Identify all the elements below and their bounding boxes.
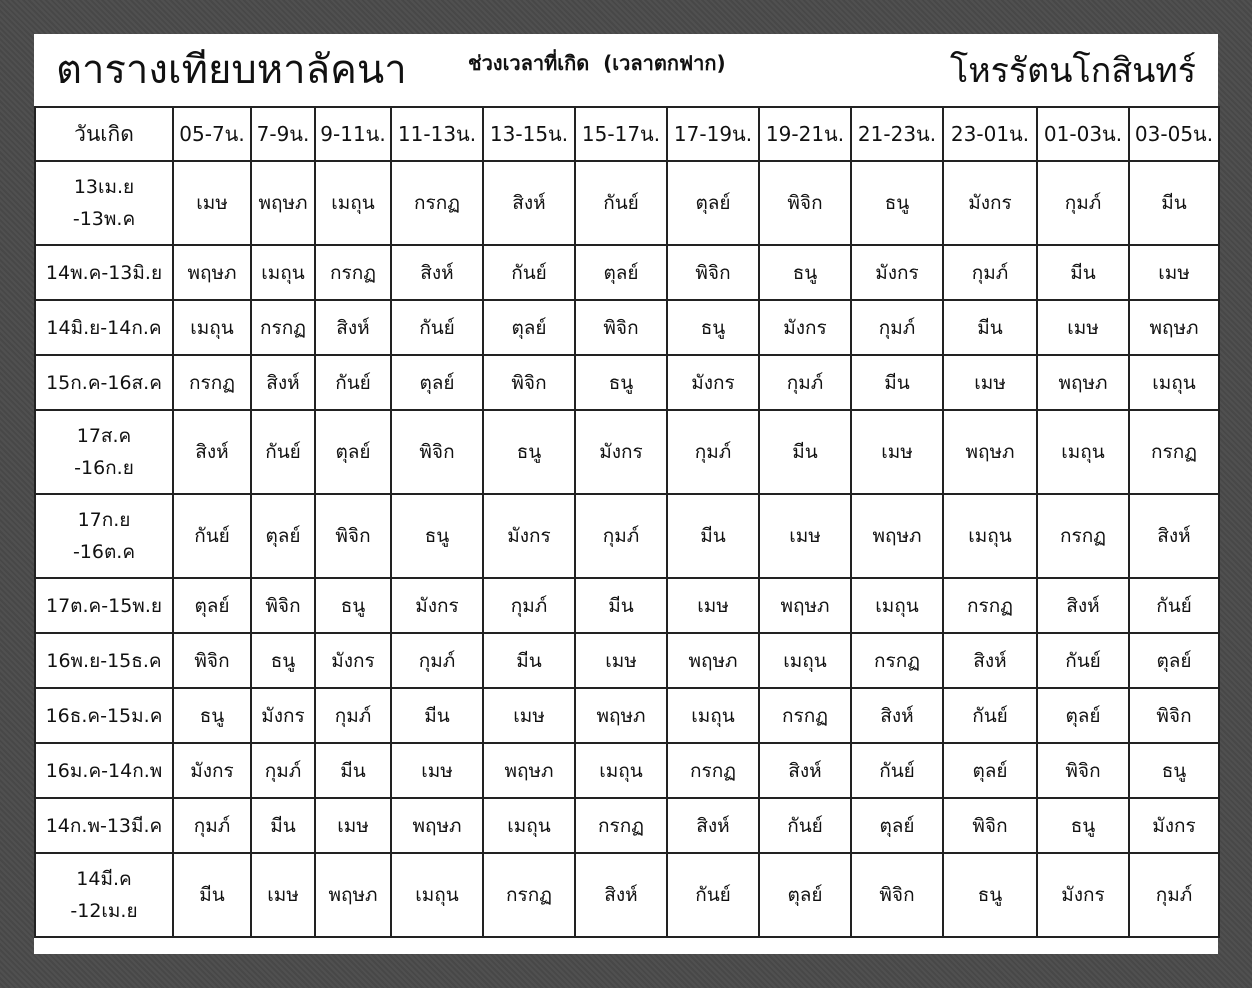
zodiac-sign-cell: เมถุน xyxy=(1037,410,1129,494)
zodiac-sign-cell: กันย์ xyxy=(667,853,759,937)
zodiac-sign-cell: พฤษภ xyxy=(943,410,1037,494)
zodiac-sign-cell: มีน xyxy=(483,633,575,688)
zodiac-sign-cell: พิจิก xyxy=(1037,743,1129,798)
zodiac-sign-cell: พิจิก xyxy=(851,853,943,937)
zodiac-sign-cell: สิงห์ xyxy=(173,410,251,494)
birthdate-range-cell xyxy=(35,245,173,300)
birthdate-range-end: -13พ.ค xyxy=(72,208,136,230)
zodiac-sign-cell: กุมภ์ xyxy=(173,798,251,853)
time-slot-header: 19-21น. xyxy=(759,107,851,161)
birthdate-range-end: -16ต.ค xyxy=(72,541,136,563)
birthdate-range-cell xyxy=(35,355,173,410)
time-slot-header: 17-19น. xyxy=(667,107,759,161)
zodiac-sign-cell: กุมภ์ xyxy=(251,743,315,798)
zodiac-sign-cell: กันย์ xyxy=(1037,633,1129,688)
birthdate-range-start: 14มี.ค xyxy=(76,868,132,890)
zodiac-sign-cell: ธนู xyxy=(851,161,943,245)
zodiac-sign-cell: กุมภ์ xyxy=(943,245,1037,300)
zodiac-sign-cell: มังกร xyxy=(1037,853,1129,937)
zodiac-sign-cell: สิงห์ xyxy=(575,853,667,937)
table-row xyxy=(35,355,1219,410)
zodiac-sign-cell: เมถุน xyxy=(251,245,315,300)
zodiac-sign-cell: มีน xyxy=(943,300,1037,355)
zodiac-sign-cell: กรกฏ xyxy=(391,161,483,245)
zodiac-sign-cell: เมษ xyxy=(483,688,575,743)
table-row xyxy=(35,798,1219,853)
zodiac-sign-cell: มีน xyxy=(851,355,943,410)
zodiac-sign-cell: พิจิก xyxy=(315,494,391,578)
table-row xyxy=(35,300,1219,355)
birthdate-range-end: -16ก.ย xyxy=(74,457,134,479)
zodiac-sign-cell: สิงห์ xyxy=(667,798,759,853)
zodiac-sign-cell: พฤษภ xyxy=(483,743,575,798)
zodiac-sign-cell: ตุลย์ xyxy=(943,743,1037,798)
table-row xyxy=(35,743,1219,798)
zodiac-sign-cell: เมษ xyxy=(1129,245,1219,300)
time-slot-header: 15-17น. xyxy=(575,107,667,161)
table-row xyxy=(35,245,1219,300)
birthdate-range-cell xyxy=(35,578,173,633)
zodiac-sign-cell: เมถุน xyxy=(483,798,575,853)
birthdate-range-start: 16ม.ค-14ก.พ xyxy=(45,759,163,782)
page-subtitle: ช่วงเวลาที่เกิด (เวลาตกฟาก) xyxy=(468,51,726,75)
zodiac-sign-cell: กุมภ์ xyxy=(575,494,667,578)
header-row xyxy=(35,107,1219,161)
zodiac-sign-cell: พฤษภ xyxy=(1129,300,1219,355)
table-row xyxy=(35,633,1219,688)
zodiac-sign-cell: กรกฏ xyxy=(943,578,1037,633)
zodiac-sign-cell: มังกร xyxy=(667,355,759,410)
birthdate-range-start: 14พ.ค-13มิ.ย xyxy=(45,261,163,284)
zodiac-sign-cell: กันย์ xyxy=(1129,578,1219,633)
zodiac-sign-cell: เมษ xyxy=(851,410,943,494)
time-slot-header: 7-9น. xyxy=(251,107,315,161)
zodiac-sign-cell: ตุลย์ xyxy=(391,355,483,410)
zodiac-sign-cell: สิงห์ xyxy=(1129,494,1219,578)
zodiac-sign-cell: กรกฏ xyxy=(851,633,943,688)
zodiac-sign-cell: เมถุน xyxy=(667,688,759,743)
birthdate-range-cell xyxy=(35,633,173,688)
time-slot-header: 01-03น. xyxy=(1037,107,1129,161)
table-row xyxy=(35,410,1219,494)
birthdate-range-end: -12เม.ย xyxy=(70,900,138,922)
brand-name: โหรรัตนโกสินทร์ xyxy=(949,51,1196,91)
birthdate-range-start: 14มิ.ย-14ก.ค xyxy=(46,316,162,339)
birthdate-range-cell xyxy=(35,798,173,853)
zodiac-sign-cell: มังกร xyxy=(251,688,315,743)
zodiac-sign-cell: ตุลย์ xyxy=(1129,633,1219,688)
zodiac-sign-cell: กุมภ์ xyxy=(315,688,391,743)
lagna-table xyxy=(34,106,1220,938)
zodiac-sign-cell: ตุลย์ xyxy=(575,245,667,300)
zodiac-sign-cell: เมถุน xyxy=(1129,355,1219,410)
birthdate-range-start: 17ต.ค-15พ.ย xyxy=(46,594,162,617)
zodiac-sign-cell: พฤษภ xyxy=(173,245,251,300)
zodiac-sign-cell: ธนู xyxy=(251,633,315,688)
zodiac-sign-cell: มีน xyxy=(1037,245,1129,300)
zodiac-sign-cell: เมถุน xyxy=(315,161,391,245)
table-row xyxy=(35,688,1219,743)
zodiac-sign-cell: กรกฏ xyxy=(251,300,315,355)
birthdate-range-start: 13เม.ย xyxy=(73,176,135,198)
zodiac-sign-cell: เมษ xyxy=(943,355,1037,410)
zodiac-sign-cell: เมถุน xyxy=(943,494,1037,578)
zodiac-sign-cell: กรกฏ xyxy=(575,798,667,853)
lagna-chart-sheet xyxy=(34,34,1218,954)
table-row xyxy=(35,161,1219,245)
zodiac-sign-cell: ตุลย์ xyxy=(173,578,251,633)
zodiac-sign-cell: พฤษภ xyxy=(251,161,315,245)
table-row xyxy=(35,494,1219,578)
zodiac-sign-cell: กรกฏ xyxy=(315,245,391,300)
zodiac-sign-cell: กันย์ xyxy=(483,245,575,300)
zodiac-sign-cell: กันย์ xyxy=(943,688,1037,743)
zodiac-sign-cell: กันย์ xyxy=(251,410,315,494)
birthdate-range-cell xyxy=(35,743,173,798)
zodiac-sign-cell: กรกฏ xyxy=(483,853,575,937)
zodiac-sign-cell: ธนู xyxy=(315,578,391,633)
time-slot-header: 23-01น. xyxy=(943,107,1037,161)
zodiac-sign-cell: พิจิก xyxy=(575,300,667,355)
zodiac-sign-cell: สิงห์ xyxy=(943,633,1037,688)
zodiac-sign-cell: ธนู xyxy=(575,355,667,410)
birthdate-range-cell xyxy=(35,300,173,355)
birthdate-range-cell xyxy=(35,161,173,245)
zodiac-sign-cell: สิงห์ xyxy=(759,743,851,798)
chart-header xyxy=(34,34,1218,106)
zodiac-sign-cell: พฤษภ xyxy=(315,853,391,937)
zodiac-sign-cell: กันย์ xyxy=(575,161,667,245)
zodiac-sign-cell: ธนู xyxy=(943,853,1037,937)
zodiac-sign-cell: มีน xyxy=(315,743,391,798)
zodiac-sign-cell: เมษ xyxy=(173,161,251,245)
zodiac-sign-cell: พิจิก xyxy=(1129,688,1219,743)
zodiac-sign-cell: สิงห์ xyxy=(251,355,315,410)
birthdate-range-start: 15ก.ค-16ส.ค xyxy=(46,371,162,394)
zodiac-sign-cell: มีน xyxy=(173,853,251,937)
zodiac-sign-cell: ธนู xyxy=(1037,798,1129,853)
zodiac-sign-cell: ตุลย์ xyxy=(851,798,943,853)
page-title: ตารางเทียบหาลัคนา xyxy=(56,47,407,93)
zodiac-sign-cell: มังกร xyxy=(943,161,1037,245)
birthdate-range-cell xyxy=(35,410,173,494)
zodiac-sign-cell: เมษ xyxy=(759,494,851,578)
time-slot-header: 21-23น. xyxy=(851,107,943,161)
zodiac-sign-cell: มีน xyxy=(1129,161,1219,245)
zodiac-sign-cell: เมถุน xyxy=(575,743,667,798)
zodiac-sign-cell: เมษ xyxy=(391,743,483,798)
zodiac-sign-cell: กุมภ์ xyxy=(851,300,943,355)
zodiac-sign-cell: กุมภ์ xyxy=(391,633,483,688)
zodiac-sign-cell: มังกร xyxy=(575,410,667,494)
zodiac-sign-cell: ตุลย์ xyxy=(667,161,759,245)
zodiac-sign-cell: ตุลย์ xyxy=(759,853,851,937)
zodiac-sign-cell: พฤษภ xyxy=(1037,355,1129,410)
zodiac-sign-cell: สิงห์ xyxy=(1037,578,1129,633)
zodiac-sign-cell: สิงห์ xyxy=(315,300,391,355)
zodiac-sign-cell: กรกฏ xyxy=(667,743,759,798)
birthdate-range-start: 16ธ.ค-15ม.ค xyxy=(45,704,163,727)
zodiac-sign-cell: มีน xyxy=(391,688,483,743)
zodiac-sign-cell: พิจิก xyxy=(759,161,851,245)
zodiac-sign-cell: ตุลย์ xyxy=(315,410,391,494)
zodiac-sign-cell: กรกฏ xyxy=(173,355,251,410)
zodiac-sign-cell: พฤษภ xyxy=(391,798,483,853)
zodiac-sign-cell: กันย์ xyxy=(391,300,483,355)
time-slot-header: 13-15น. xyxy=(483,107,575,161)
zodiac-sign-cell: เมถุน xyxy=(173,300,251,355)
time-slot-header: 03-05น. xyxy=(1129,107,1219,161)
zodiac-sign-cell: พฤษภ xyxy=(759,578,851,633)
zodiac-sign-cell: กุมภ์ xyxy=(667,410,759,494)
zodiac-sign-cell: กุมภ์ xyxy=(1037,161,1129,245)
table-row xyxy=(35,853,1219,937)
table-row xyxy=(35,578,1219,633)
zodiac-sign-cell: มีน xyxy=(575,578,667,633)
zodiac-sign-cell: ธนู xyxy=(173,688,251,743)
zodiac-sign-cell: กันย์ xyxy=(851,743,943,798)
birthdate-range-start: 14ก.พ-13มี.ค xyxy=(45,814,163,837)
zodiac-sign-cell: เมษ xyxy=(315,798,391,853)
zodiac-sign-cell: กุมภ์ xyxy=(759,355,851,410)
zodiac-sign-cell: ธนู xyxy=(1129,743,1219,798)
time-slot-header: 9-11น. xyxy=(315,107,391,161)
zodiac-sign-cell: ธนู xyxy=(667,300,759,355)
zodiac-sign-cell: เมถุน xyxy=(391,853,483,937)
zodiac-sign-cell: กรกฏ xyxy=(759,688,851,743)
birthdate-range-start: 16พ.ย-15ธ.ค xyxy=(46,649,162,672)
zodiac-sign-cell: เมษ xyxy=(1037,300,1129,355)
zodiac-sign-cell: กันย์ xyxy=(759,798,851,853)
zodiac-sign-cell: กันย์ xyxy=(315,355,391,410)
birthdate-range-start: 17ส.ค xyxy=(76,425,132,447)
birthdate-range-cell xyxy=(35,688,173,743)
zodiac-sign-cell: พิจิก xyxy=(391,410,483,494)
time-slot-header: 05-7น. xyxy=(173,107,251,161)
zodiac-sign-cell: มังกร xyxy=(173,743,251,798)
zodiac-sign-cell: เมษ xyxy=(251,853,315,937)
birthdate-range-start: 17ก.ย xyxy=(77,509,131,531)
zodiac-sign-cell: มังกร xyxy=(391,578,483,633)
time-slot-header: 11-13น. xyxy=(391,107,483,161)
zodiac-sign-cell: มีน xyxy=(667,494,759,578)
birthdate-range-cell xyxy=(35,853,173,937)
zodiac-sign-cell: ธนู xyxy=(759,245,851,300)
zodiac-sign-cell: พฤษภ xyxy=(667,633,759,688)
zodiac-sign-cell: ธนู xyxy=(483,410,575,494)
zodiac-sign-cell: พฤษภ xyxy=(851,494,943,578)
zodiac-sign-cell: เมษ xyxy=(667,578,759,633)
zodiac-sign-cell: มังกร xyxy=(483,494,575,578)
zodiac-sign-cell: ตุลย์ xyxy=(251,494,315,578)
table-body xyxy=(35,161,1219,937)
zodiac-sign-cell: พิจิก xyxy=(943,798,1037,853)
zodiac-sign-cell: มังกร xyxy=(315,633,391,688)
zodiac-sign-cell: พิจิก xyxy=(173,633,251,688)
zodiac-sign-cell: มังกร xyxy=(1129,798,1219,853)
zodiac-sign-cell: กันย์ xyxy=(173,494,251,578)
birthdate-range-cell xyxy=(35,494,173,578)
zodiac-sign-cell: เมษ xyxy=(575,633,667,688)
zodiac-sign-cell: มังกร xyxy=(851,245,943,300)
birthdate-column-header: วันเกิด xyxy=(35,107,173,161)
zodiac-sign-cell: สิงห์ xyxy=(483,161,575,245)
zodiac-sign-cell: มีน xyxy=(759,410,851,494)
zodiac-sign-cell: เมถุน xyxy=(759,633,851,688)
zodiac-sign-cell: มังกร xyxy=(759,300,851,355)
zodiac-sign-cell: ตุลย์ xyxy=(1037,688,1129,743)
zodiac-sign-cell: พิจิก xyxy=(667,245,759,300)
zodiac-sign-cell: กรกฏ xyxy=(1129,410,1219,494)
zodiac-sign-cell: กุมภ์ xyxy=(483,578,575,633)
zodiac-sign-cell: พฤษภ xyxy=(575,688,667,743)
zodiac-sign-cell: กรกฏ xyxy=(1037,494,1129,578)
zodiac-sign-cell: มีน xyxy=(251,798,315,853)
zodiac-sign-cell: กุมภ์ xyxy=(1129,853,1219,937)
zodiac-sign-cell: ธนู xyxy=(391,494,483,578)
zodiac-sign-cell: สิงห์ xyxy=(391,245,483,300)
zodiac-sign-cell: สิงห์ xyxy=(851,688,943,743)
zodiac-sign-cell: พิจิก xyxy=(483,355,575,410)
zodiac-sign-cell: เมถุน xyxy=(851,578,943,633)
zodiac-sign-cell: ตุลย์ xyxy=(483,300,575,355)
zodiac-sign-cell: พิจิก xyxy=(251,578,315,633)
